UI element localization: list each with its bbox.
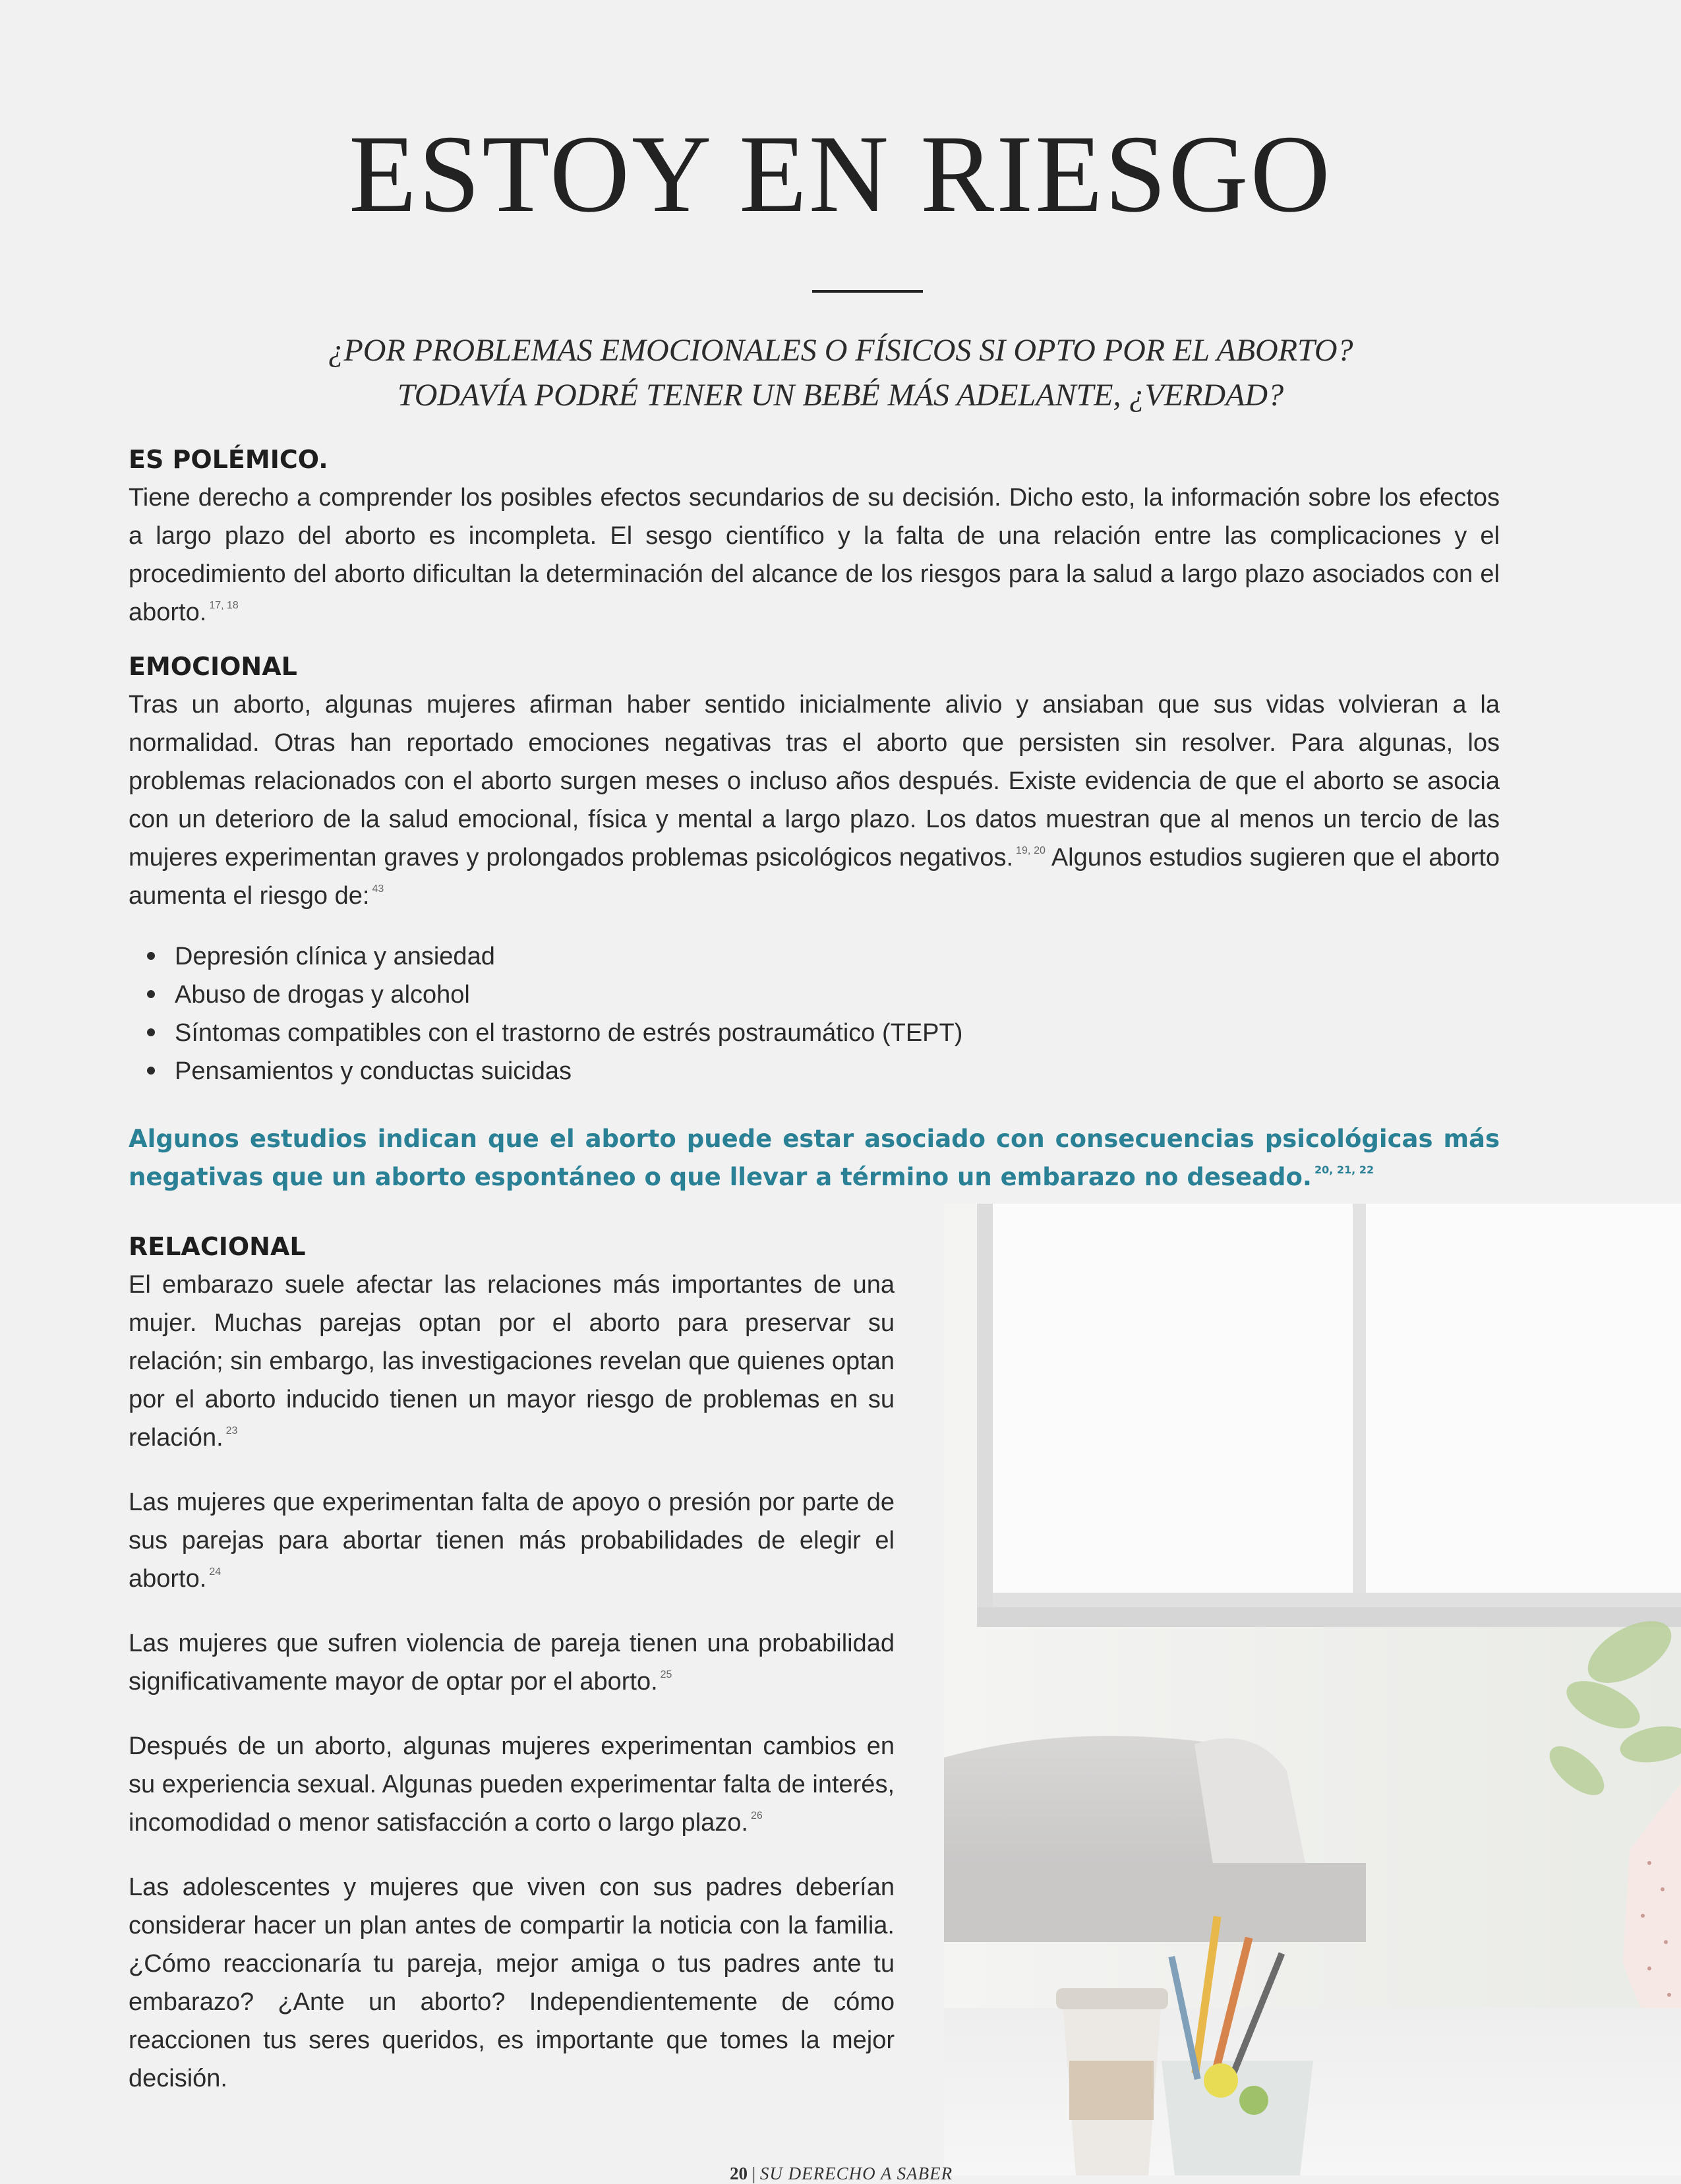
section-heading-emocional: EMOCIONAL: [129, 652, 297, 681]
title-divider: [812, 290, 923, 293]
section-polemico: [129, 440, 1500, 632]
emocional-text-b: Algunos estudios sugieren que el aborto aumenta el riesgo de:: [129, 844, 1500, 910]
page-subtitle: [198, 328, 1483, 418]
footnote-ref: 19, 20: [1016, 845, 1046, 856]
publication-name: SU DERECHO A SABER: [759, 2164, 953, 2183]
footnote-ref: 43: [372, 883, 384, 895]
paragraph: [129, 1624, 895, 1701]
footer-separator: |: [752, 2164, 756, 2183]
highlight-callout: [129, 1120, 1500, 1196]
section-heading-polemico: ES POLÉMICO.: [129, 445, 328, 474]
section-text-emocional: [129, 686, 1500, 915]
footnote-ref: 23: [225, 1425, 238, 1436]
paragraph-text: Las mujeres que sufren violencia de pareja tienen una probabilidad significativamente mayor de optar por el aborto.: [129, 1630, 895, 1696]
paragraph: [129, 1266, 895, 1457]
footnote-ref: 24: [209, 1566, 221, 1578]
office-desk-photo: [944, 1204, 1681, 2175]
list-item: Abuso de drogas y alcohol: [129, 976, 1500, 1014]
paragraph: [129, 1483, 895, 1598]
section-emocional: [129, 647, 1500, 1090]
footnote-ref: 20, 21, 22: [1314, 1164, 1374, 1176]
page-title: ESTOY EN RIESGO: [349, 113, 1332, 235]
relacional-body: [129, 1266, 895, 2098]
footnote-ref: 26: [750, 1810, 763, 1821]
emocional-text-a: Tras un aborto, algunas mujeres afirman haber sentido inicialmente alivio y ansiaban que sus vidas volvieran a la normalidad. Otras han reportado emociones negativas tras el aborto que persisten sin resolver. Para algunas, los problemas relacionados con el aborto surgen meses o incluso años después. Existe evidencia de que el aborto se asocia con un deterioro de la salud emocional, física y mental a largo plazo. Los datos muestran que al menos un tercio de las mujeres experimentan graves y prolongados problemas psicológicos negativos.: [129, 691, 1500, 871]
subtitle-line-1: ¿POR PROBLEMAS EMOCIONALES O FÍSICOS SI OPTO POR EL ABORTO?: [328, 333, 1353, 368]
list-item: Síntomas compatibles con el trastorno de estrés postraumático (TEPT): [129, 1014, 1500, 1052]
subtitle-line-2: TODAVÍA PODRÉ TENER UN BEBÉ MÁS ADELANTE, ¿VERDAD?: [397, 378, 1284, 413]
paragraph: [129, 1727, 895, 1842]
callout-statement: Algunos estudios indican que el aborto puede estar asociado con consecuencias psicológicas más negativas que un aborto espontáneo o que llevar a término un embarazo no deseado.: [129, 1125, 1500, 1191]
list-item: Pensamientos y conductas suicidas: [129, 1052, 1500, 1090]
paragraph-text: Las mujeres que experimentan falta de apoyo o presión por parte de sus parejas para abortar tienen más probabilidades de elegir el aborto.: [129, 1489, 895, 1593]
section-heading-relacional: RELACIONAL: [129, 1232, 306, 1261]
page-number: 20: [729, 2164, 748, 2183]
paragraph-text: Después de un aborto, algunas mujeres experimentan cambios en su experiencia sexual. Algunas pueden experimentar falta de interés, incomodidad o menor satisfacción a corto o largo plazo.: [129, 1732, 895, 1837]
page-footer: [725, 2164, 957, 2184]
section-text-polemico: [129, 479, 1500, 632]
footnote-ref: 25: [660, 1669, 672, 1680]
callout-text: [129, 1120, 1500, 1196]
list-item: Depresión clínica y ansiedad: [129, 937, 1500, 976]
footnote-ref: 17, 18: [209, 600, 239, 611]
risk-list: [129, 937, 1500, 1090]
paragraph: [129, 1868, 895, 2098]
polemico-text: Tiene derecho a comprender los posibles efectos secundarios de su decisión. Dicho esto, la información sobre los efectos a largo plazo del aborto es incompleta. El sesgo científico y la falta de una relación entre las complicaciones y el procedimiento del aborto dificultan la determinación del alcance de los riesgos para la salud a largo plazo asociados con el aborto.: [129, 484, 1500, 626]
section-relacional: [129, 1227, 895, 2124]
paragraph-text: Las adolescentes y mujeres que viven con sus padres deberían considerar hacer un plan antes de compartir la noticia con la familia. ¿Cómo reaccionaría tu pareja, mejor amiga o tus padres ante tu embarazo? ¿Ante un aborto? Independientemente de cómo reaccionen tus seres queridos, es importante que tomes la mejor decisión.: [129, 1874, 895, 2092]
photo-illustration: [944, 1204, 1681, 2175]
paragraph-text: El embarazo suele afectar las relaciones más importantes de una mujer. Muchas parejas optan por el aborto para preservar su relación; sin embargo, las investigaciones revelan que quienes optan por el aborto inducido tienen un mayor riesgo de problemas en su relación.: [129, 1271, 895, 1452]
